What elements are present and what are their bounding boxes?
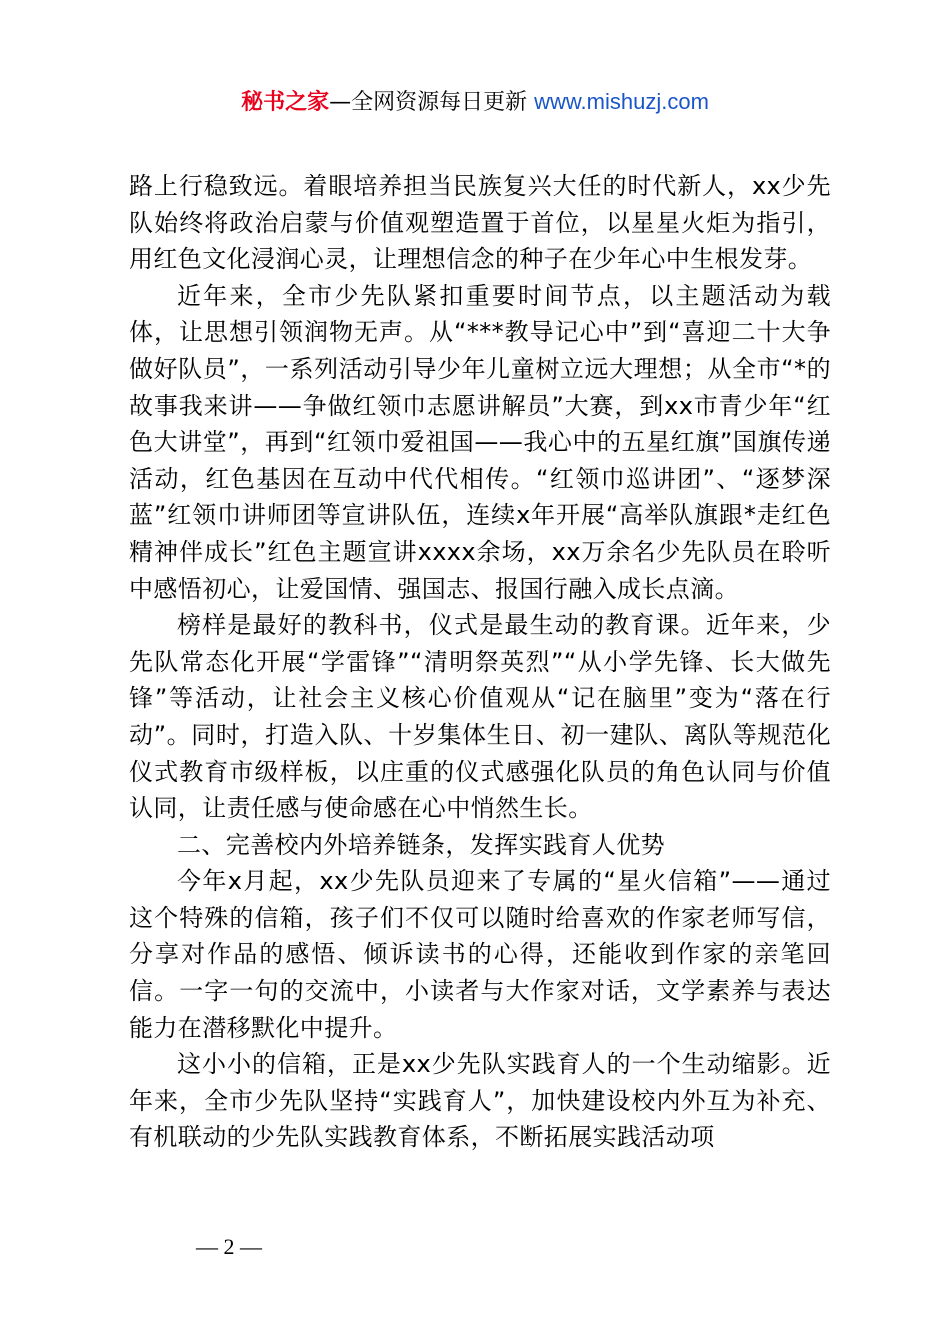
document-body — [129, 168, 831, 1156]
header-brand: 秘书之家 — [241, 90, 330, 115]
paragraph: 这小小的信箱，正是xx少先队实践育人的一个生动缩影。近年来，全市少先队坚持“实践育人”，加快建设校内外互为补充、有机联动的少先队实践教育体系，不断拓展实践活动项 — [129, 1050, 831, 1152]
header-tagline: 全网资源每日更新 — [351, 90, 528, 115]
header-site-link[interactable]: www.mishuzj.com — [534, 89, 709, 114]
header-dash: — — [329, 90, 352, 115]
paragraph: 近年来，全市少先队紧扣重要时间节点，以主题活动为载体，让思想引领润物无声。从“***教导记心中”到“喜迎二十大争做好队员”，一系列活动引导少年儿童树立远大理想；从全市“*的故事我来讲——争做红领巾志愿讲解员”大赛，到xx市青少年“红色大讲堂”，再到“红领巾爱祖国——我心中的五星红旗”国旗传递活动，红色基因在互动中代代相传。“红领巾巡讲团”、“逐梦深蓝”红领巾讲师团等宣讲队伍，连续x年开展“高举队旗跟*走红色精神伴成长”红色主题宣讲xxxx余场，xx万余名少先队员在聆听中感悟初心，让爱国情、强国志、报国行融入成长点滴。 — [129, 281, 831, 603]
page-header — [0, 86, 950, 119]
paragraph: 榜样是最好的教科书，仪式是最生动的教育课。近年来，少先队常态化开展“学雷锋”“清明祭英烈”“从小学先锋、长大做先锋”等活动，让社会主义核心价值观从“记在脑里”变为“落在行动”。同时，打造入队、十岁集体生日、初一建队、离队等规范化仪式教育市级样板，以庄重的仪式感强化队员的角色认同与价值认同，让责任感与使命感在心中悄然生长。 — [129, 611, 831, 823]
page-number: — 2 — — [196, 1234, 262, 1259]
paragraph: 今年x月起，xx少先队员迎来了专属的“星火信箱”——通过这个特殊的信箱，孩子们不仅可以随时给喜欢的作家老师写信，分享对作品的感悟、倾诉读书的心得，还能收到作家的亲笔回信。一字一句的交流中，小读者与大作家对话，文学素养与表达能力在潜移默化中提升。 — [129, 867, 831, 1042]
paragraph-continuation: 路上行稳致远。着眼培养担当民族复兴大任的时代新人，xx少先队始终将政治启蒙与价值观塑造置于首位，以星星火炬为指引，用红色文化浸润心灵，让理想信念的种子在少年心中生根发芽。 — [129, 172, 831, 274]
section-heading: 二、完善校内外培养链条，发挥实践育人优势 — [177, 830, 665, 859]
